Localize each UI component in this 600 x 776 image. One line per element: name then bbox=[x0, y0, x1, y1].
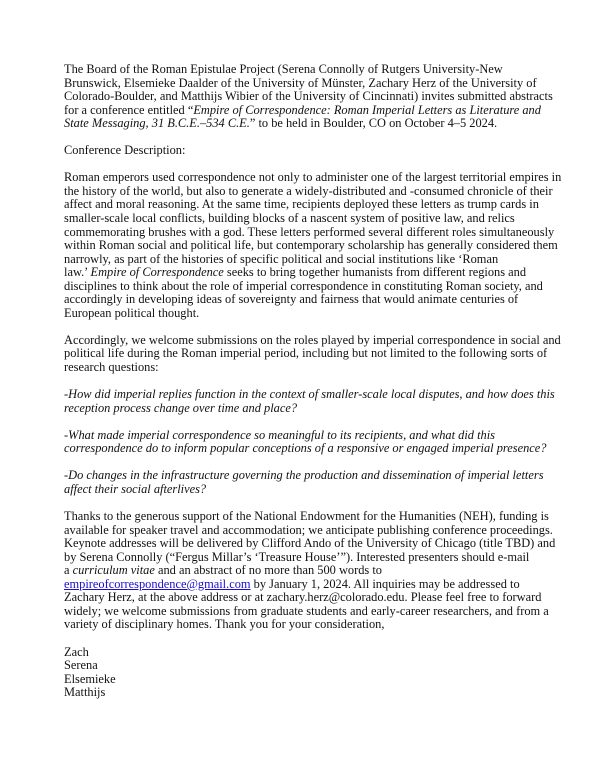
text-line bbox=[64, 307, 544, 321]
text-segment: available for speaker travel and accommodation; we anticipate publishing conference proceedings. bbox=[64, 522, 553, 537]
italic-text: correspondence do to inform popular conceptions of a responsive or engaged imperial presence? bbox=[64, 441, 547, 456]
description-paragraph bbox=[64, 170, 562, 320]
text-line bbox=[64, 170, 562, 185]
text-line bbox=[64, 469, 544, 483]
text-segment: Zachary Herz, at the above address or at zachary.herz@colorado.edu. Please feel free to forward bbox=[64, 590, 542, 605]
text-segment: a bbox=[64, 563, 73, 578]
text-line bbox=[64, 387, 555, 402]
text-segment: law.’ bbox=[64, 265, 91, 280]
text-line bbox=[64, 224, 555, 240]
text-segment: Thanks to the generous support of the National Endowment for the Humanities (NEH), funding is bbox=[64, 509, 549, 524]
text-segment: Elsemieke bbox=[64, 671, 116, 686]
text-line bbox=[64, 659, 544, 673]
section-heading bbox=[64, 144, 544, 158]
text-line bbox=[64, 238, 558, 253]
text-line bbox=[64, 646, 544, 660]
email-link[interactable]: empireofcorrespondence@gmail.com bbox=[64, 576, 251, 591]
text-line bbox=[64, 198, 544, 212]
text-segment: by January 1, 2024. All inquiries may be addressed to bbox=[250, 576, 520, 591]
text-segment: Colorado-Boulder, and Matthijs Wibier of the University of Cincinnati) invites submitted abstracts bbox=[64, 89, 553, 104]
text-line bbox=[64, 686, 544, 700]
text-segment: Brunswick, Elsemieke Daalder of the University of Münster, Zachary Herz of the University of bbox=[64, 75, 537, 90]
text-segment: Accordingly, we welcome submissions on the roles played by imperial correspondence in social and bbox=[64, 332, 561, 347]
text-segment: narrowly, as part of the histories of specific political and social institutions like ‘Roman bbox=[64, 251, 499, 266]
text-segment: European political thought. bbox=[64, 305, 200, 320]
text-segment: affect and moral reasoning. At the same time, recipients deployed these letters as trump cards in bbox=[64, 197, 539, 212]
italic-text: curriculum vitae bbox=[72, 563, 155, 578]
text-segment: Keynote addresses will be delivered by Clifford Ando of the University of Chicago (title TBD) and bbox=[64, 536, 556, 551]
text-segment: accordingly in developing ideas of sovereignty and fairness that would animate centuries of bbox=[64, 292, 519, 307]
signatures bbox=[64, 646, 544, 700]
text-segment: commemorating brushes with a god. These letters performed several different roles simultaneously bbox=[64, 224, 555, 239]
text-segment: Zach bbox=[64, 644, 89, 659]
text-line bbox=[64, 578, 544, 592]
text-line bbox=[64, 673, 544, 687]
text-line bbox=[64, 253, 544, 267]
paragraph-spacer bbox=[64, 131, 544, 145]
submissions-paragraph bbox=[64, 332, 561, 375]
text-segment: ” to be held in Boulder, CO on October 4–5 2024. bbox=[249, 116, 498, 131]
paragraph-spacer bbox=[64, 497, 544, 511]
text-line bbox=[64, 483, 544, 497]
question-2 bbox=[64, 427, 547, 456]
text-line bbox=[64, 441, 547, 456]
text-segment: variety of disciplinary homes. Thank you for your consideration, bbox=[64, 617, 385, 632]
paragraph-spacer bbox=[64, 415, 544, 429]
text-line bbox=[64, 402, 544, 416]
paragraph-spacer bbox=[64, 375, 544, 389]
paragraph-spacer bbox=[64, 158, 544, 172]
funding-paragraph bbox=[64, 509, 556, 632]
text-line bbox=[64, 591, 544, 605]
text-segment: smaller-scale local conflicts, building blocks of a nascent system of positive law, and relics bbox=[64, 211, 515, 226]
text-line bbox=[64, 429, 544, 443]
text-line bbox=[64, 212, 544, 226]
italic-text: affect their social afterlives? bbox=[64, 481, 207, 496]
text-line bbox=[64, 564, 544, 578]
text-segment: Matthijs bbox=[64, 685, 106, 700]
intro-paragraph bbox=[64, 62, 553, 131]
text-line bbox=[64, 509, 549, 524]
text-segment: the history of the world, but also to generate a widely-distributed and -consumed chronicle of their bbox=[64, 183, 553, 198]
text-segment: by Serena Connolly (“Fergus Millar’s ‘Treasure House’”). Interested presenters should e-mail bbox=[64, 549, 530, 564]
text-line bbox=[64, 77, 544, 91]
italic-text: -How did imperial replies function in the context of smaller-scale local disputes, and how does this bbox=[64, 387, 555, 402]
text-line bbox=[64, 280, 544, 294]
paragraph-spacer bbox=[64, 456, 544, 470]
paragraph-spacer bbox=[64, 320, 544, 334]
text-line bbox=[64, 536, 556, 551]
text-segment: Roman emperors used correspondence not only to administer one of the largest territorial empires in bbox=[64, 170, 562, 185]
text-line bbox=[64, 551, 544, 565]
text-line bbox=[64, 117, 544, 131]
text-line bbox=[64, 183, 553, 199]
italic-text: State Messaging, 31 B.C.E.–534 C.E. bbox=[64, 116, 250, 131]
text-segment: research questions: bbox=[64, 360, 159, 375]
text-line bbox=[64, 89, 553, 104]
text-line bbox=[64, 618, 544, 632]
italic-text: Empire of Correspondence: Roman Imperial Letters as Literature and bbox=[193, 102, 541, 117]
text-line bbox=[64, 346, 548, 361]
text-line bbox=[64, 361, 544, 375]
text-line bbox=[64, 266, 544, 280]
paragraph-spacer bbox=[64, 632, 544, 646]
text-segment: widely; we welcome submissions from graduate students and early-career researchers, and from a bbox=[64, 603, 549, 618]
italic-text: Empire of Correspondence bbox=[90, 265, 224, 280]
text-segment: Conference Description: bbox=[64, 143, 186, 158]
text-segment: and an abstract of no more than 500 words to bbox=[154, 563, 382, 578]
text-line bbox=[64, 522, 553, 538]
question-1 bbox=[64, 387, 555, 415]
text-segment: disciplines to think about the role of imperial correspondence in constituting Roman society, and bbox=[64, 278, 543, 293]
text-line bbox=[64, 104, 544, 118]
italic-text: reception process change over time and place? bbox=[64, 400, 298, 415]
question-3 bbox=[64, 469, 544, 496]
text-segment: within Roman social and political life, but contemporary scholarship has generally considered them bbox=[64, 238, 558, 253]
italic-text: -What made imperial correspondence so meaningful to its recipients, and what did this bbox=[64, 427, 495, 442]
text-segment: The Board of the Roman Epistulae Project (Serena Connolly of Rutgers University-New bbox=[64, 62, 503, 76]
text-segment: seeks to bring together humanists from different regions and bbox=[223, 265, 527, 280]
text-line bbox=[64, 63, 544, 77]
document-page bbox=[64, 62, 562, 700]
text-line bbox=[64, 144, 544, 158]
text-line bbox=[64, 293, 544, 307]
text-segment: for a conference entitled “ bbox=[64, 102, 194, 117]
italic-text: -Do changes in the infrastructure governing the production and dissemination of imperial letters bbox=[64, 468, 544, 483]
text-segment: political life during the Roman imperial period, including but not limited to the following sorts of bbox=[64, 346, 548, 361]
text-line bbox=[64, 332, 561, 348]
text-line bbox=[64, 603, 549, 619]
text-segment: Serena bbox=[64, 658, 98, 673]
